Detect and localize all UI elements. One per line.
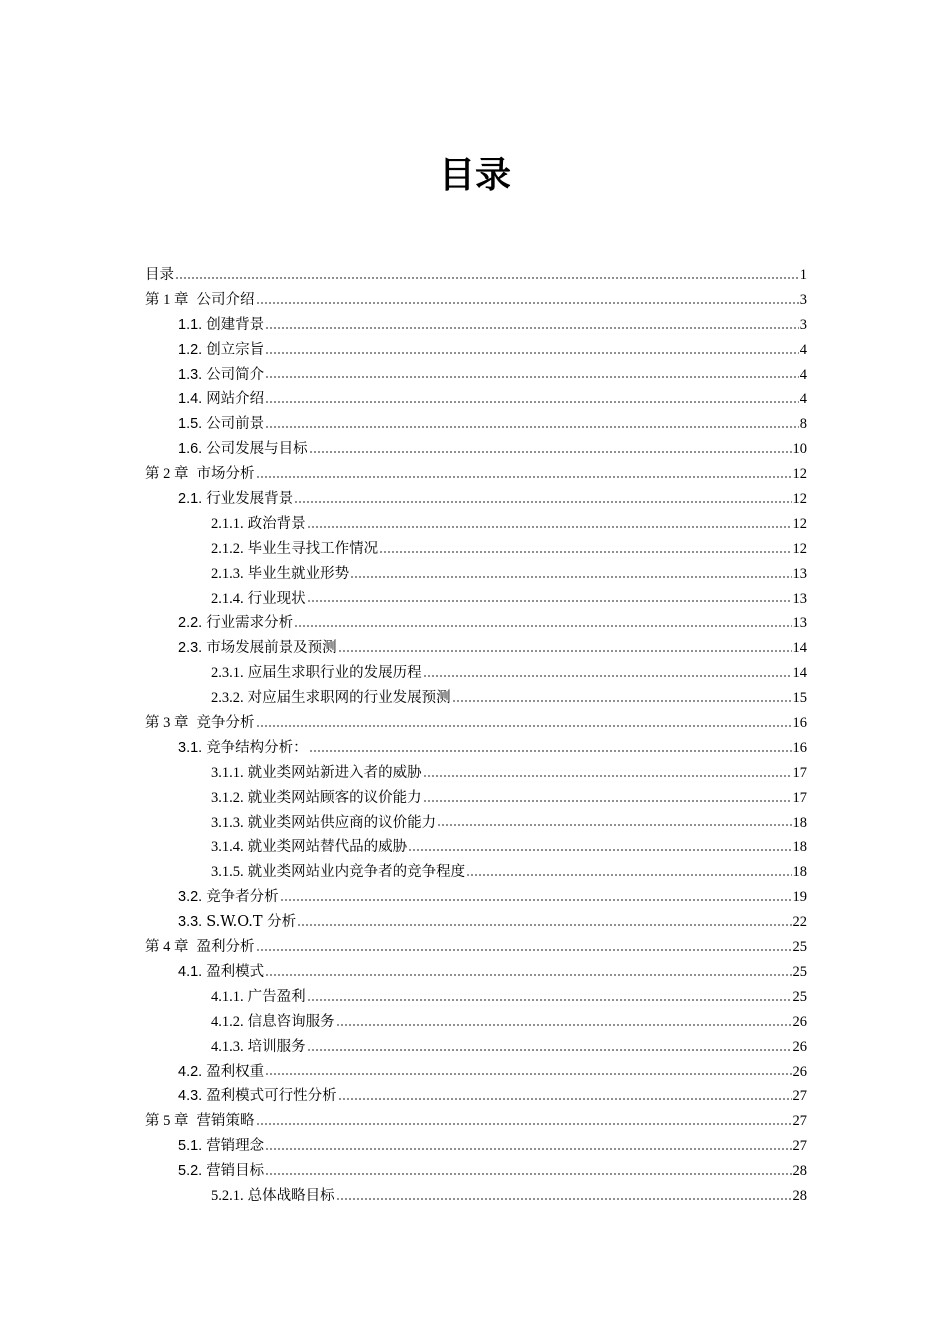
dot-leader bbox=[265, 1073, 791, 1075]
toc-entry[interactable] bbox=[145, 736, 807, 761]
toc-entry-label: 毕业生寻找工作情况 bbox=[247, 540, 379, 557]
toc-entry-page-number: 17 bbox=[792, 764, 807, 781]
toc-entry-number: 2.1.2. bbox=[211, 540, 244, 557]
dot-leader bbox=[265, 426, 799, 428]
toc-entry-page-number: 25 bbox=[792, 988, 807, 1005]
toc-entry[interactable] bbox=[145, 1109, 807, 1134]
toc-entry-page-number: 12 bbox=[792, 491, 807, 508]
dot-leader bbox=[437, 824, 791, 826]
toc-entry-page-number: 16 bbox=[792, 715, 807, 732]
toc-entry[interactable] bbox=[145, 1035, 807, 1060]
toc-entry-number: 1.5. bbox=[178, 416, 203, 433]
toc-entry-number: 2.1.1. bbox=[211, 515, 244, 532]
toc-entry-label: 公司发展与目标 bbox=[206, 441, 308, 458]
toc-entry-page-number: 18 bbox=[792, 839, 807, 856]
toc-entry-label: 就业类网站顾客的议价能力 bbox=[247, 789, 422, 806]
toc-entry[interactable] bbox=[145, 761, 807, 786]
dot-leader bbox=[256, 725, 792, 727]
toc-entry-number: 3.1.2. bbox=[211, 789, 244, 806]
toc-entry[interactable] bbox=[145, 686, 807, 711]
toc-entry[interactable] bbox=[145, 338, 807, 363]
dot-leader bbox=[265, 1173, 791, 1175]
toc-entry[interactable] bbox=[145, 835, 807, 860]
dot-leader bbox=[265, 974, 791, 976]
toc-entry-number: 5.1. bbox=[178, 1138, 203, 1155]
dot-leader bbox=[297, 924, 791, 926]
toc-entry-label: 公司介绍 bbox=[196, 291, 255, 308]
table-of-contents bbox=[145, 263, 807, 1209]
toc-entry-page-number: 27 bbox=[792, 1138, 807, 1155]
toc-entry-number: 4.1. bbox=[178, 963, 203, 980]
toc-entry-number: 2.3. bbox=[178, 640, 203, 657]
dot-leader bbox=[307, 600, 792, 602]
dot-leader bbox=[175, 277, 799, 279]
toc-entry-page-number: 25 bbox=[792, 939, 807, 956]
dot-leader bbox=[336, 1198, 792, 1200]
dot-leader bbox=[280, 899, 792, 901]
toc-entry-page-number: 26 bbox=[792, 1038, 807, 1055]
dot-leader bbox=[379, 551, 791, 553]
toc-entry-page-number: 25 bbox=[792, 963, 807, 980]
toc-entry[interactable] bbox=[145, 487, 807, 512]
toc-entry-page-number: 22 bbox=[792, 914, 807, 931]
toc-entry[interactable] bbox=[145, 288, 807, 313]
toc-entry-label: 公司前景 bbox=[206, 416, 265, 433]
toc-entry[interactable] bbox=[145, 387, 807, 412]
toc-entry[interactable] bbox=[145, 1134, 807, 1159]
dot-leader bbox=[423, 775, 792, 777]
toc-entry-page-number: 1 bbox=[799, 267, 807, 283]
toc-entry-page-number: 17 bbox=[792, 789, 807, 806]
page-title: 目录 bbox=[438, 155, 511, 197]
toc-entry-label: 网站介绍 bbox=[206, 391, 265, 408]
toc-entry-label: 就业类网站业内竞争者的竞争程度 bbox=[247, 864, 466, 881]
toc-entry[interactable] bbox=[145, 587, 807, 612]
toc-entry-number: 5.2.1. bbox=[211, 1187, 244, 1204]
toc-entry-page-number: 26 bbox=[792, 1063, 807, 1080]
dot-leader bbox=[309, 750, 792, 752]
toc-entry-number: 3.3. bbox=[178, 914, 203, 931]
toc-entry-label: 培训服务 bbox=[247, 1038, 306, 1055]
toc-entry-number: 第 4 章 bbox=[145, 939, 189, 956]
toc-entry[interactable] bbox=[145, 1084, 807, 1109]
toc-entry-label: 行业需求分析 bbox=[206, 615, 294, 632]
toc-entry[interactable] bbox=[145, 1184, 807, 1209]
toc-entry-number: 第 2 章 bbox=[145, 466, 189, 483]
toc-entry-number: 4.1.1. bbox=[211, 988, 244, 1005]
toc-entry-page-number: 13 bbox=[792, 615, 807, 632]
toc-entry-page-number: 4 bbox=[799, 391, 807, 408]
toc-entry-page-number: 19 bbox=[792, 889, 807, 906]
toc-entry-label: 市场发展前景及预测 bbox=[206, 640, 337, 657]
toc-entry-label: 应届生求职行业的发展历程 bbox=[247, 665, 422, 682]
toc-entry-number: 第 1 章 bbox=[145, 291, 189, 308]
toc-entry[interactable] bbox=[145, 935, 807, 960]
toc-entry[interactable] bbox=[145, 537, 807, 562]
toc-entry-page-number: 18 bbox=[792, 864, 807, 881]
toc-entry-label: 行业发展背景 bbox=[206, 491, 294, 508]
toc-entry-number: 3.1.3. bbox=[211, 814, 244, 831]
toc-entry-number: 2.2. bbox=[178, 615, 203, 632]
toc-entry-label: 营销策略 bbox=[196, 1113, 255, 1130]
toc-entry-label: 市场分析 bbox=[196, 466, 255, 483]
dot-leader bbox=[256, 1123, 792, 1125]
dot-leader bbox=[350, 576, 791, 578]
toc-entry-label: 目录 bbox=[145, 267, 174, 283]
toc-entry[interactable] bbox=[145, 811, 807, 836]
toc-entry-page-number: 12 bbox=[792, 540, 807, 557]
toc-entry-label: 公司简介 bbox=[206, 366, 265, 383]
dot-leader bbox=[307, 999, 792, 1001]
toc-entry-label: 就业类网站替代品的威胁 bbox=[247, 839, 408, 856]
toc-entry-page-number: 13 bbox=[792, 590, 807, 607]
toc-entry-number: 2.1.4. bbox=[211, 590, 244, 607]
toc-entry-label: 创立宗旨 bbox=[206, 341, 265, 358]
toc-entry[interactable] bbox=[145, 512, 807, 537]
toc-entry-page-number: 27 bbox=[792, 1088, 807, 1105]
dot-leader bbox=[256, 476, 792, 478]
toc-entry-number: 1.6. bbox=[178, 441, 203, 458]
toc-entry-page-number: 27 bbox=[792, 1113, 807, 1130]
toc-entry-page-number: 4 bbox=[799, 341, 807, 358]
toc-entry-label: 竞争分析 bbox=[196, 715, 255, 732]
toc-entry[interactable] bbox=[145, 786, 807, 811]
toc-entry-number: 1.1. bbox=[178, 316, 203, 333]
dot-leader bbox=[256, 949, 792, 951]
toc-entry-label: 营销理念 bbox=[206, 1138, 265, 1155]
toc-entry-number: 2.3.2. bbox=[211, 690, 244, 707]
dot-leader bbox=[294, 625, 791, 627]
toc-entry-number: 2.3.1. bbox=[211, 665, 244, 682]
toc-entry-number: 3.2. bbox=[178, 889, 203, 906]
dot-leader bbox=[256, 302, 799, 304]
toc-entry[interactable] bbox=[145, 661, 807, 686]
toc-entry-number: 5.2. bbox=[178, 1163, 203, 1180]
toc-entry-number: 3.1. bbox=[178, 739, 203, 756]
dot-leader bbox=[423, 675, 792, 677]
toc-entry-number: 4.1.3. bbox=[211, 1038, 244, 1055]
toc-entry-page-number: 12 bbox=[792, 515, 807, 532]
toc-entry[interactable] bbox=[145, 711, 807, 736]
toc-entry-page-number: 26 bbox=[792, 1013, 807, 1030]
toc-entry-label: 就业类网站供应商的议价能力 bbox=[247, 814, 437, 831]
dot-leader bbox=[338, 1098, 792, 1100]
toc-entry-label: 总体战略目标 bbox=[247, 1187, 335, 1204]
toc-entry-page-number: 28 bbox=[792, 1163, 807, 1180]
toc-entry-number: 2.1.3. bbox=[211, 565, 244, 582]
toc-entry-label: 创建背景 bbox=[206, 316, 265, 333]
toc-entry[interactable] bbox=[145, 1010, 807, 1035]
toc-entry-page-number: 15 bbox=[792, 690, 807, 707]
toc-entry-number: 3.1.1. bbox=[211, 764, 244, 781]
toc-entry[interactable] bbox=[145, 885, 807, 910]
toc-entry-label: 政治背景 bbox=[247, 515, 306, 532]
toc-entry-label: 盈利模式可行性分析 bbox=[206, 1088, 337, 1105]
dot-leader bbox=[294, 501, 791, 503]
toc-entry-label: 行业现状 bbox=[247, 590, 306, 607]
toc-entry-page-number: 28 bbox=[792, 1187, 807, 1204]
toc-entry-label: 营销目标 bbox=[206, 1163, 265, 1180]
dot-leader bbox=[338, 650, 792, 652]
dot-leader bbox=[423, 800, 792, 802]
toc-entry[interactable] bbox=[145, 1060, 807, 1085]
toc-entry-label: 毕业生就业形势 bbox=[247, 565, 350, 582]
toc-entry-page-number: 14 bbox=[792, 665, 807, 682]
dot-leader bbox=[265, 401, 799, 403]
toc-entry-label: 就业类网站新进入者的威胁 bbox=[247, 764, 422, 781]
dot-leader bbox=[408, 849, 791, 851]
dot-leader bbox=[265, 327, 799, 329]
toc-entry[interactable] bbox=[145, 1159, 807, 1184]
dot-leader bbox=[307, 526, 792, 528]
toc-entry[interactable] bbox=[145, 860, 807, 885]
toc-entry-page-number: 4 bbox=[799, 366, 807, 383]
dot-leader bbox=[336, 1024, 792, 1026]
toc-entry[interactable] bbox=[145, 263, 807, 288]
toc-entry-label: 盈利权重 bbox=[206, 1063, 265, 1080]
toc-entry-page-number: 3 bbox=[799, 316, 807, 333]
dot-leader bbox=[307, 1049, 792, 1051]
dot-leader bbox=[265, 352, 799, 354]
toc-entry-page-number: 13 bbox=[792, 565, 807, 582]
toc-entry-page-number: 16 bbox=[792, 739, 807, 756]
toc-entry-label: 盈利分析 bbox=[196, 939, 255, 956]
dot-leader bbox=[309, 451, 792, 453]
toc-entry-page-number: 12 bbox=[792, 466, 807, 483]
toc-entry-label: 盈利模式 bbox=[206, 963, 265, 980]
toc-entry-number: 第 3 章 bbox=[145, 715, 189, 732]
toc-entry-page-number: 14 bbox=[792, 640, 807, 657]
dot-leader bbox=[466, 874, 791, 876]
toc-entry-page-number: 18 bbox=[792, 814, 807, 831]
toc-entry-label: 竞争结构分析： bbox=[206, 739, 308, 756]
toc-entry-page-number: 3 bbox=[799, 291, 807, 308]
toc-entry-label: 竞争者分析 bbox=[206, 889, 279, 906]
dot-leader bbox=[265, 376, 799, 378]
toc-entry[interactable] bbox=[145, 437, 807, 462]
toc-entry-number: 4.2. bbox=[178, 1063, 203, 1080]
toc-entry-number: 4.1.2. bbox=[211, 1013, 244, 1030]
toc-entry-number: 1.4. bbox=[178, 391, 203, 408]
toc-entry[interactable] bbox=[145, 985, 807, 1010]
toc-entry[interactable] bbox=[145, 611, 807, 636]
toc-entry[interactable] bbox=[145, 636, 807, 661]
toc-entry-number: 4.3. bbox=[178, 1088, 203, 1105]
toc-entry-number: 3.1.4. bbox=[211, 839, 244, 856]
toc-entry[interactable] bbox=[145, 313, 807, 338]
dot-leader bbox=[452, 700, 792, 702]
toc-entry[interactable] bbox=[145, 910, 807, 935]
toc-entry-number: 1.2. bbox=[178, 341, 203, 358]
toc-entry-label: 信息咨询服务 bbox=[247, 1013, 335, 1030]
toc-entry-page-number: 8 bbox=[799, 416, 807, 433]
toc-entry-number: 第 5 章 bbox=[145, 1113, 189, 1130]
toc-entry[interactable] bbox=[145, 960, 807, 985]
toc-entry-number: 2.1. bbox=[178, 491, 203, 508]
toc-entry[interactable] bbox=[145, 363, 807, 388]
toc-entry-label: 广告盈利 bbox=[247, 988, 306, 1005]
toc-entry[interactable] bbox=[145, 562, 807, 587]
toc-entry-number: 3.1.5. bbox=[211, 864, 244, 881]
dot-leader bbox=[265, 1148, 791, 1150]
toc-entry-page-number: 10 bbox=[792, 441, 807, 458]
toc-entry-label: 对应届生求职网的行业发展预测 bbox=[247, 690, 451, 707]
toc-entry[interactable] bbox=[145, 412, 807, 437]
toc-entry-label: S.W.O.T 分析 bbox=[206, 914, 297, 931]
toc-entry-number: 1.3. bbox=[178, 366, 203, 383]
toc-entry[interactable] bbox=[145, 462, 807, 487]
